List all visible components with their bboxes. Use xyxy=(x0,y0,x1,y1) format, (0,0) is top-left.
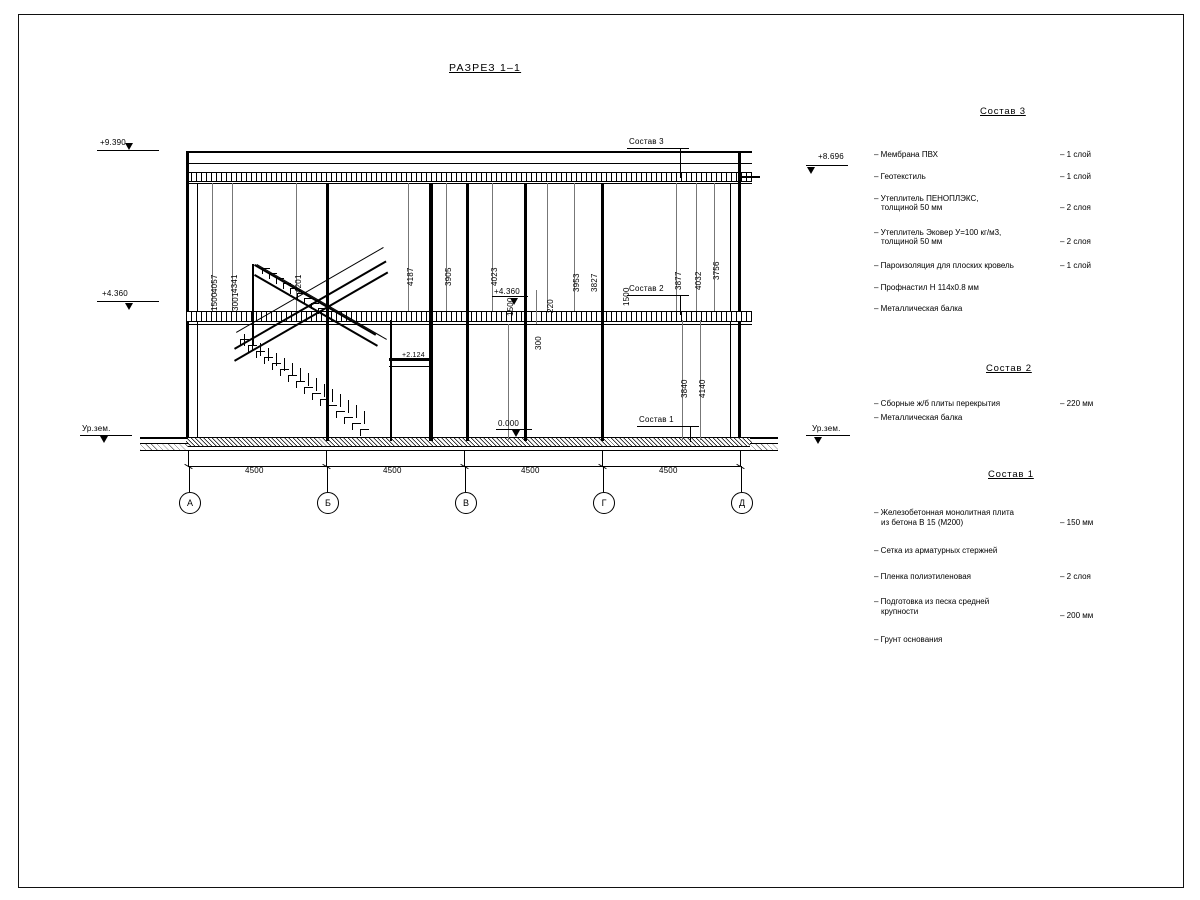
callout-sostav-1: Состав 1 xyxy=(639,415,674,424)
bottom-ext-v xyxy=(464,450,465,466)
ground-slab xyxy=(186,437,752,447)
spec1-row-2-text: – Пленка полиэтиленовая xyxy=(874,572,972,581)
spec3-row-3-value: – 2 слоя xyxy=(1060,237,1091,246)
column-axis-v xyxy=(429,183,433,441)
drawing-title: РАЗРЕЗ 1–1 xyxy=(449,62,522,74)
spec1-row-3-text2: крупности xyxy=(881,607,919,616)
vdim-4187: 4187 xyxy=(406,267,415,286)
spec-title-2: Состав 2 xyxy=(986,363,1032,374)
column-stair xyxy=(390,320,392,441)
ext-line-11 xyxy=(714,183,715,311)
spec1-row-2-value: – 2 слоя xyxy=(1060,572,1091,581)
level-9390-line xyxy=(97,150,159,151)
spec1-row-4-text: – Грунт основания xyxy=(874,635,943,644)
bottom-dim-4: 4500 xyxy=(659,466,678,475)
callout-sostav-2: Состав 2 xyxy=(629,284,664,293)
spec2-row-1-text: – Металлическая балка xyxy=(874,413,963,422)
bottom-ext-g xyxy=(602,450,603,466)
wall-right-outer xyxy=(738,151,741,443)
spec3-row-5-text: – Профнастил Н 114х0.8 мм xyxy=(874,283,979,292)
ground-right xyxy=(750,443,778,451)
level-4360-arrow xyxy=(125,303,133,310)
level-mark-ground-right: Ур.зем. xyxy=(812,424,841,433)
spec1-row-0-text2: из бетона В 15 (М200) xyxy=(881,518,964,527)
level-mark-0000: 0.000 xyxy=(498,419,520,428)
axis-bubble-a: А xyxy=(179,492,201,514)
roof-line-2 xyxy=(186,163,752,164)
vdim-1500-b: 1500 xyxy=(506,297,515,316)
spec3-row-0-text: – Мембрана ПВХ xyxy=(874,150,938,159)
axis-bubble-v: В xyxy=(455,492,477,514)
spec3-row-0-value: – 1 слой xyxy=(1060,150,1092,159)
vdim-4201: 4201 xyxy=(294,274,303,293)
callout2-leader xyxy=(680,295,681,315)
bottom-ext-b xyxy=(326,450,327,466)
spec2-row-0-text: – Сборные ж/б плиты перекрытия xyxy=(874,399,1001,408)
spec1-row-3-value: – 200 мм xyxy=(1060,611,1094,620)
bottom-dim-1: 4500 xyxy=(245,466,264,475)
spec3-row-2-value: – 2 слоя xyxy=(1060,203,1091,212)
floor-slab-underline xyxy=(186,324,752,325)
level-8696-line xyxy=(806,165,848,166)
spec3-row-1-text: – Геотекстиль xyxy=(874,172,926,181)
spec3-row-3-text: – Утеплитель Эковер У=100 кг/м3, xyxy=(874,228,1002,237)
level-mark-4360-left: +4.360 xyxy=(102,289,128,298)
apron-left xyxy=(140,437,188,439)
sheet-border xyxy=(18,14,1184,888)
column-axis-g xyxy=(601,183,604,441)
vdim-3756: 3756 xyxy=(712,261,721,280)
vdim-300: 300 xyxy=(534,336,543,350)
wall-left-outer xyxy=(186,151,189,443)
axis-b-leader xyxy=(327,466,328,492)
ext-line-6 xyxy=(492,183,493,311)
axis-d-leader xyxy=(741,466,742,492)
ext-line-10 xyxy=(696,183,697,311)
axis-v-leader xyxy=(465,466,466,492)
vdim-3905: 3905 xyxy=(444,267,453,286)
callout-sostav-3: Состав 3 xyxy=(629,137,664,146)
bottom-dim-2: 4500 xyxy=(383,466,402,475)
ground-left-arrow xyxy=(100,436,108,443)
ext-line-15 xyxy=(536,290,537,324)
axis-a-leader xyxy=(189,466,190,492)
spec3-row-4-text: – Пароизоляция для плоских кровель xyxy=(874,261,1014,270)
apron-right xyxy=(750,437,778,439)
roof-right-overhang xyxy=(738,176,760,178)
vdim-4057: 4057 xyxy=(210,274,219,293)
vdim-4341: 4341 xyxy=(230,274,239,293)
level-mark-4360-inner: +4.360 xyxy=(494,287,520,296)
roof-line-3 xyxy=(186,183,752,184)
spec1-row-1-text: – Сетка из арматурных стержней xyxy=(874,546,998,555)
level-mark-8696: +8.696 xyxy=(818,152,844,161)
vdim-3953: 3953 xyxy=(572,273,581,292)
spec-title-1: Состав 1 xyxy=(988,469,1034,480)
spec3-row-1-value: – 1 слой xyxy=(1060,172,1092,181)
axis-g-leader xyxy=(603,466,604,492)
level-mark-ground-left: Ур.зем. xyxy=(82,424,111,433)
column-axis-v2 xyxy=(466,183,469,441)
ext-line-7 xyxy=(547,183,548,311)
ext-line-4 xyxy=(408,183,409,311)
axis-bubble-d: Д xyxy=(731,492,753,514)
axis-bubble-g: Г xyxy=(593,492,615,514)
ground-left xyxy=(140,443,188,451)
level-0000-arrow xyxy=(512,430,520,437)
roof-top-line xyxy=(186,151,752,153)
spec1-row-0-value: – 150 мм xyxy=(1060,518,1094,527)
column-mid xyxy=(524,183,527,441)
vdim-4140: 4140 xyxy=(698,379,707,398)
spec3-row-3-text2: толщиной 50 мм xyxy=(881,237,943,246)
ext-line-9 xyxy=(676,183,677,311)
spec3-row-2-text2: толщиной 50 мм xyxy=(881,203,943,212)
spec1-row-3-text: – Подготовка из песка средней xyxy=(874,597,990,606)
roof-slab-band xyxy=(186,172,752,182)
bottom-ext-d xyxy=(740,450,741,466)
spec3-row-2-text: – Утеплитель ПЕНОПЛЭКС, xyxy=(874,194,979,203)
bottom-dim-3: 4500 xyxy=(521,466,540,475)
spec3-row-6-text: – Металлическая балка xyxy=(874,304,963,313)
bottom-ext-a xyxy=(188,450,189,466)
spec3-row-4-value: – 1 слой xyxy=(1060,261,1092,270)
vdim-3001: 3001 xyxy=(231,292,240,311)
level-8696-arrow xyxy=(807,167,815,174)
vdim-1500-c: 1500 xyxy=(622,287,631,306)
vdim-4032: 4032 xyxy=(694,271,703,290)
vdim-3877: 3877 xyxy=(674,271,683,290)
vdim-220: 220 xyxy=(546,299,555,313)
vdim-4023: 4023 xyxy=(490,267,499,286)
spec1-row-0-text: – Железобетонная монолитная плита xyxy=(874,508,1015,517)
level-9390-arrow xyxy=(125,143,133,150)
ground-right-line xyxy=(806,435,850,436)
vdim-1500: 1500 xyxy=(210,292,219,311)
callout3-leader xyxy=(680,148,681,178)
vdim-3840: 3840 xyxy=(680,379,689,398)
ground-right-arrow xyxy=(814,437,822,444)
axis-bubble-b: Б xyxy=(317,492,339,514)
spec-title-3: Состав 3 xyxy=(980,106,1026,117)
level-mark-9390: +9.390 xyxy=(100,138,126,147)
callout1-leader xyxy=(690,426,691,442)
level-mark-2124: +2.124 xyxy=(402,352,425,359)
ext-line-5 xyxy=(446,183,447,311)
ground-base-line xyxy=(186,450,752,451)
stair-post-left xyxy=(252,264,254,346)
level-4360-line xyxy=(97,301,159,302)
spec2-row-0-value: – 220 мм xyxy=(1060,399,1094,408)
stair-landing-under xyxy=(389,366,431,367)
vdim-3827: 3827 xyxy=(590,273,599,292)
